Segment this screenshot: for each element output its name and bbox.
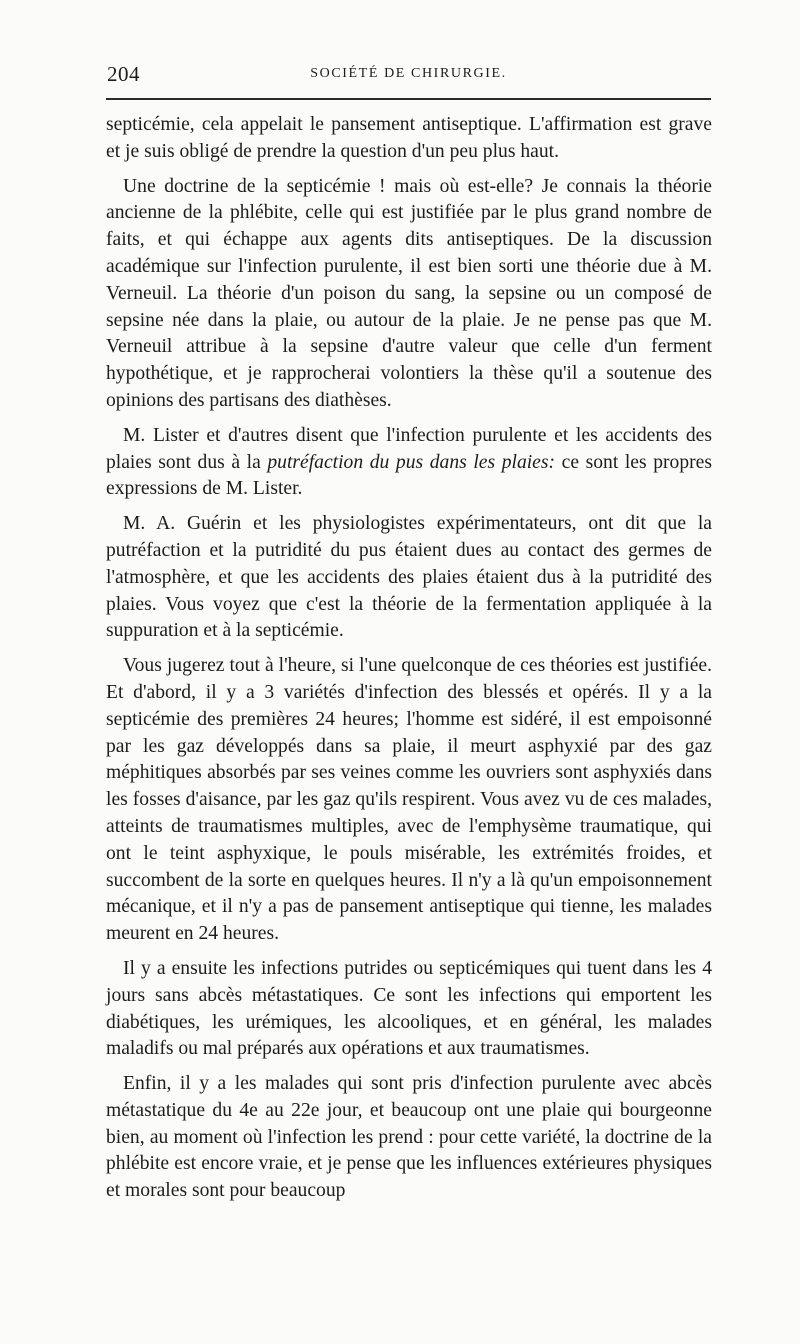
body-text [106,112,712,1213]
paragraph: Vous jugerez tout à l'heure, si l'une quelconque de ces théories est justifiée. Et d'abord, il y a 3 variétés d'infection des blessés et opérés. Il y a la septicémie des premières 24 heures; l'homme est sidéré, il est empoisonné par les gaz développés dans sa plaie, il meurt asphyxié par des gaz méphitiques absorbés par ses veines comme les ouvriers sont asphyxiés dans les fosses d'aisance, par les gaz qu'ils respirent. Vous avez vu de ces malades, atteints de traumatismes multiples, avec de l'emphysème traumatique, qui ont le teint asphyxique, le pouls misérable, les extrémités froides, et succombent de la sorte en quelques heures. Il n'y a là qu'un empoisonnement mécanique, et il n'y a pas de pansement antiseptique qui tienne, les malades meurent en 24 heures. [106,655,712,945]
running-title: SOCIÉTÉ DE CHIRURGIE. [310,66,507,81]
paragraph: M. A. Guérin et les physiologistes expérimentateurs, ont dit que la putréfaction et la putridité du pus étaient dues au contact des germes de l'atmosphère, et que les accidents des plaies étaient dus à la putridité des plaies. Vous voyez que c'est la théorie de la fermentation appliquée à la suppuration et à la septicémie. [106,513,712,642]
page-number: 204 [107,62,140,86]
page-header [107,62,710,86]
paragraph-text: M. Lister et d'autres disent que l'infection purulente et les accidents des plaies sont dus à la [106,424,712,473]
paragraph-text: ce sont les propres expressions de M. Lister. [106,451,712,500]
paragraph: Il y a ensuite les infections putrides ou septicémiques qui tuent dans les 4 jours sans abcès métastatiques. Ce sont les infections qui emportent les diabétiques, les urémiques, les alcooliques, et en général, les malades maladifs ou mal préparés aux opérations et aux traumatismes. [106,957,712,1060]
paragraph: septicémie, cela appelait le pansement antiseptique. L'affirmation est grave et je suis obligé de prendre la question d'un peu plus haut. [106,114,712,162]
italic-quote: putréfaction du pus dans les plaies: [267,451,556,473]
header-rule [106,98,711,100]
paragraph: Enfin, il y a les malades qui sont pris d'infection purulente avec abcès métastatique du 4e au 22e jour, et beaucoup ont une plaie qui bourgeonne bien, au moment où l'infection les prend : pour cette variété, la doctrine de la phlébite est encore vraie, et je pense que les influences extérieures physiques et morales sont pour beaucoup [106,1073,712,1202]
paragraph: Une doctrine de la septicémie ! mais où est-elle? Je connais la théorie ancienne de la phlébite, celle qui est justifiée par le plus grand nombre de faits, et qui échappe aux agents dits antiseptiques. De la discussion académique sur l'infection purulente, il est bien sorti une théorie due à M. Verneuil. La théorie d'un poison du sang, la sepsine ou un composé de sepsine née dans la plaie, ou autour de la plaie. Je ne pense pas que M. Verneuil attribue à la sepsine d'autre valeur que celle d'un ferment hypothétique, et je rapprocherai volontiers la thèse qu'il a soutenue des opinions des partisans des diathèses. [106,175,712,411]
paragraph [106,423,712,503]
